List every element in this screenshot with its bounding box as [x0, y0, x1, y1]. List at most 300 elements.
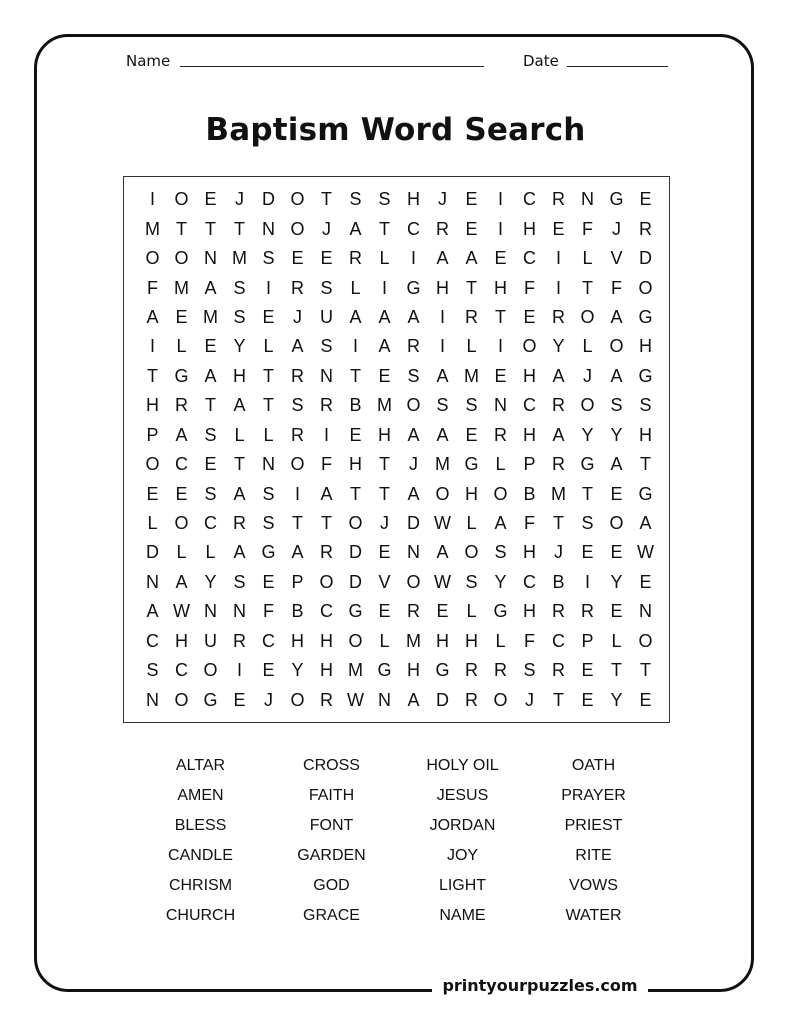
grid-letter: I [497, 189, 503, 210]
grid-letter: B [349, 395, 362, 416]
grid-letter: C [523, 571, 536, 592]
grid-letter: R [291, 365, 304, 386]
grid-letter: R [291, 277, 304, 298]
grid-letter: A [465, 248, 478, 269]
grid-letter: A [233, 483, 246, 504]
grid-letter: T [147, 365, 158, 386]
grid-letter: A [146, 601, 159, 622]
grid-letter: V [610, 248, 623, 269]
word-list-item: WATER [565, 907, 622, 924]
grid-letter: G [464, 454, 479, 475]
grid-letter: M [348, 660, 363, 681]
grid-letter: I [352, 336, 358, 357]
grid-letter: E [465, 424, 478, 445]
header-row [0, 52, 791, 74]
page-title: Baptism Word Search [205, 112, 586, 148]
grid-letter: L [234, 424, 245, 445]
grid-letter: Y [233, 336, 246, 357]
grid-letter: T [321, 189, 332, 210]
footer-site: printyourpuzzles.com [432, 976, 648, 995]
grid-letter: F [611, 277, 622, 298]
grid-letter: C [175, 454, 188, 475]
grid-letter: S [494, 542, 507, 563]
grid-letter: Y [610, 571, 623, 592]
grid-letter: H [320, 630, 333, 651]
grid-letter: A [175, 424, 188, 445]
grid-letter: T [466, 277, 477, 298]
grid-letter: E [320, 248, 333, 269]
grid-letter: A [610, 365, 623, 386]
grid-letter: N [204, 248, 217, 269]
grid-letter: L [350, 277, 361, 298]
name-label: Name [126, 52, 171, 70]
grid-letter: D [262, 189, 275, 210]
grid-letter: L [379, 248, 390, 269]
grid-letter: A [291, 542, 304, 563]
grid-letter: E [175, 306, 188, 327]
grid-letter: O [174, 189, 189, 210]
grid-letter: L [176, 542, 187, 563]
grid-letter: L [379, 630, 390, 651]
puzzle-grid-box [123, 176, 670, 723]
grid-letter: I [555, 277, 561, 298]
grid-letter: S [523, 660, 536, 681]
grid-letter: S [320, 336, 333, 357]
word-list-item: PRIEST [564, 817, 623, 834]
grid-letter: I [265, 277, 271, 298]
grid-letter: R [407, 336, 420, 357]
grid-letter: A [610, 454, 623, 475]
grid-letter: M [551, 483, 566, 504]
grid-letter: I [381, 277, 387, 298]
grid-letter: A [378, 336, 391, 357]
grid-letter: P [291, 571, 304, 592]
grid-letter: T [263, 395, 274, 416]
grid-letter: A [407, 483, 420, 504]
grid-letter: F [263, 601, 274, 622]
grid-letter: E [146, 483, 159, 504]
grid-letter: E [639, 571, 652, 592]
grid-letter: J [322, 218, 331, 239]
grid-letter: R [320, 395, 333, 416]
grid-letter: A [436, 365, 449, 386]
grid-letter: N [146, 689, 159, 710]
grid-letter: F [321, 454, 332, 475]
grid-letter: H [233, 365, 246, 386]
grid-letter: A [349, 306, 362, 327]
grid-letter: D [436, 689, 449, 710]
grid-letter: I [236, 660, 242, 681]
grid-letter: S [233, 277, 246, 298]
grid-letter: O [406, 395, 421, 416]
grid-letter: A [436, 248, 449, 269]
grid-letter: U [204, 630, 217, 651]
grid-letter: T [553, 689, 564, 710]
grid-letter: E [465, 189, 478, 210]
grid-letter: E [204, 189, 217, 210]
grid-letter: R [552, 601, 565, 622]
grid-letter: A [349, 218, 362, 239]
grid-letter: G [638, 483, 653, 504]
grid-letter: O [290, 689, 305, 710]
grid-letter: O [290, 454, 305, 475]
grid-letter: E [465, 218, 478, 239]
grid-letter: J [525, 689, 534, 710]
grid-letter: O [580, 306, 595, 327]
grid-letter: J [235, 189, 244, 210]
grid-letter: O [174, 689, 189, 710]
grid-letter: O [174, 513, 189, 534]
grid-letter: J [583, 365, 592, 386]
grid-letter: E [378, 601, 391, 622]
grid-letter: Y [291, 660, 304, 681]
date-line [567, 66, 668, 67]
grid-letter: C [523, 395, 536, 416]
grid-letter: R [465, 660, 478, 681]
grid-letter: O [290, 189, 305, 210]
grid-letter: L [582, 248, 593, 269]
grid-letter: R [465, 306, 478, 327]
grid-letter: T [350, 483, 361, 504]
grid-letter: N [581, 189, 594, 210]
word-list-item: NAME [439, 907, 486, 924]
grid-letter: R [552, 454, 565, 475]
grid-letter: T [234, 218, 245, 239]
grid-letter: E [494, 248, 507, 269]
word-list-item: PRAYER [561, 787, 626, 804]
grid-letter: S [146, 660, 159, 681]
grid-letter: E [378, 365, 391, 386]
grid-letter: S [262, 483, 275, 504]
grid-letter: S [639, 395, 652, 416]
grid-letter: A [175, 571, 188, 592]
grid-letter: W [637, 542, 654, 563]
grid-letter: F [524, 630, 535, 651]
grid-letter: O [493, 689, 508, 710]
grid-letter: D [639, 248, 652, 269]
grid-letter: R [291, 424, 304, 445]
grid-letter: R [175, 395, 188, 416]
grid-letter: T [640, 660, 651, 681]
grid-letter: E [291, 248, 304, 269]
letter-grid [138, 185, 660, 715]
grid-letter: H [523, 542, 536, 563]
grid-letter: J [409, 454, 418, 475]
grid-letter: C [320, 601, 333, 622]
grid-letter: N [494, 395, 507, 416]
grid-letter: E [175, 483, 188, 504]
grid-letter: S [262, 248, 275, 269]
grid-letter: I [149, 336, 155, 357]
grid-letter: P [523, 454, 536, 475]
grid-letter: N [639, 601, 652, 622]
grid-letter: A [407, 689, 420, 710]
grid-letter: A [407, 424, 420, 445]
grid-letter: I [439, 306, 445, 327]
word-list-item: JESUS [436, 787, 489, 804]
grid-letter: H [639, 424, 652, 445]
grid-letter: W [434, 571, 451, 592]
grid-letter: O [319, 571, 334, 592]
grid-letter: A [146, 306, 159, 327]
grid-letter: M [145, 218, 160, 239]
grid-letter: L [147, 513, 158, 534]
word-list-item: CHURCH [165, 907, 236, 924]
grid-letter: T [379, 483, 390, 504]
grid-letter: O [145, 248, 160, 269]
grid-letter: R [639, 218, 652, 239]
grid-letter: I [410, 248, 416, 269]
grid-letter: D [407, 513, 420, 534]
word-list-item: CANDLE [168, 847, 233, 864]
grid-letter: J [438, 189, 447, 210]
grid-letter: L [495, 454, 506, 475]
grid-letter: S [465, 395, 478, 416]
grid-letter: S [349, 189, 362, 210]
grid-letter: I [439, 336, 445, 357]
grid-letter: C [146, 630, 159, 651]
grid-letter: R [552, 306, 565, 327]
grid-letter: M [464, 365, 479, 386]
grid-letter: H [523, 601, 536, 622]
grid-letter: H [465, 483, 478, 504]
grid-letter: E [610, 601, 623, 622]
grid-letter: R [407, 601, 420, 622]
grid-letter: H [175, 630, 188, 651]
grid-letter: H [146, 395, 159, 416]
grid-letter: O [609, 336, 624, 357]
grid-letter: L [466, 513, 477, 534]
grid-letter: R [320, 542, 333, 563]
grid-letter: G [203, 689, 218, 710]
grid-letter: O [493, 483, 508, 504]
grid-letter: L [495, 630, 506, 651]
grid-letter: T [611, 660, 622, 681]
grid-letter: T [321, 513, 332, 534]
grid-letter: N [233, 601, 246, 622]
grid-letter: W [173, 601, 190, 622]
grid-letter: H [407, 660, 420, 681]
grid-letter: O [348, 630, 363, 651]
grid-letter: J [293, 306, 302, 327]
grid-letter: A [233, 542, 246, 563]
grid-letter: H [523, 424, 536, 445]
grid-letter: F [582, 218, 593, 239]
grid-letter: I [149, 189, 155, 210]
grid-letter: H [523, 218, 536, 239]
grid-letter: S [262, 513, 275, 534]
word-list-item: LIGHT [438, 877, 487, 894]
grid-letter: T [234, 454, 245, 475]
grid-letter: E [581, 660, 594, 681]
grid-letter: H [378, 424, 391, 445]
grid-letter: I [294, 483, 300, 504]
grid-letter: T [495, 306, 506, 327]
grid-letter: G [174, 365, 189, 386]
grid-letter: C [407, 218, 420, 239]
grid-letter: L [611, 630, 622, 651]
grid-letter: A [436, 542, 449, 563]
grid-letter: R [349, 248, 362, 269]
grid-letter: E [262, 306, 275, 327]
grid-letter: I [323, 424, 329, 445]
grid-letter: T [205, 218, 216, 239]
grid-letter: J [612, 218, 621, 239]
grid-letter: U [320, 306, 333, 327]
grid-letter: T [176, 218, 187, 239]
grid-letter: P [581, 630, 594, 651]
grid-letter: M [377, 395, 392, 416]
word-list [135, 757, 660, 937]
grid-letter: N [407, 542, 420, 563]
word-list-item: FONT [309, 817, 354, 834]
grid-letter: E [378, 542, 391, 563]
grid-letter: P [146, 424, 159, 445]
grid-letter: E [204, 336, 217, 357]
grid-letter: M [435, 454, 450, 475]
grid-letter: S [465, 571, 478, 592]
grid-letter: E [436, 601, 449, 622]
grid-letter: S [610, 395, 623, 416]
grid-letter: N [204, 601, 217, 622]
grid-letter: T [205, 395, 216, 416]
word-list-item: OATH [571, 757, 616, 774]
grid-letter: T [379, 218, 390, 239]
grid-letter: A [291, 336, 304, 357]
grid-letter: O [406, 571, 421, 592]
word-list-item: CROSS [303, 757, 360, 774]
grid-letter: S [436, 395, 449, 416]
grid-letter: Y [610, 424, 623, 445]
grid-letter: L [176, 336, 187, 357]
grid-letter: N [262, 218, 275, 239]
grid-letter: T [263, 365, 274, 386]
grid-letter: H [494, 277, 507, 298]
grid-letter: E [581, 542, 594, 563]
grid-letter: S [204, 424, 217, 445]
grid-letter: Y [204, 571, 217, 592]
grid-letter: R [320, 689, 333, 710]
word-list-item: FAITH [308, 787, 355, 804]
date-label: Date [523, 52, 559, 70]
word-list-item: HOLY OIL [426, 757, 499, 774]
grid-letter: O [174, 248, 189, 269]
grid-letter: L [582, 336, 593, 357]
grid-letter: N [320, 365, 333, 386]
grid-letter: A [639, 513, 652, 534]
grid-letter: E [349, 424, 362, 445]
grid-letter: O [609, 513, 624, 534]
grid-letter: C [175, 660, 188, 681]
grid-letter: G [609, 189, 624, 210]
grid-letter: G [493, 601, 508, 622]
grid-letter: W [434, 513, 451, 534]
grid-letter: E [581, 689, 594, 710]
grid-letter: H [523, 365, 536, 386]
grid-letter: A [436, 424, 449, 445]
grid-letter: D [349, 542, 362, 563]
grid-letter: G [580, 454, 595, 475]
grid-letter: E [610, 542, 623, 563]
grid-letter: T [350, 365, 361, 386]
grid-letter: S [233, 571, 246, 592]
grid-letter: E [204, 454, 217, 475]
grid-letter: F [147, 277, 158, 298]
grid-letter: O [290, 218, 305, 239]
grid-letter: F [524, 277, 535, 298]
word-list-item: JORDAN [429, 817, 496, 834]
grid-letter: C [262, 630, 275, 651]
grid-letter: B [523, 483, 536, 504]
grid-letter: A [494, 513, 507, 534]
grid-letter: L [205, 542, 216, 563]
word-list-item: BLESS [174, 817, 227, 834]
grid-letter: T [640, 454, 651, 475]
grid-letter: A [552, 424, 565, 445]
grid-letter: R [494, 424, 507, 445]
footer-line-left [282, 989, 428, 991]
grid-letter: E [494, 365, 507, 386]
grid-letter: G [638, 306, 653, 327]
grid-letter: O [435, 483, 450, 504]
grid-letter: H [349, 454, 362, 475]
grid-letter: H [436, 630, 449, 651]
grid-letter: C [523, 189, 536, 210]
grid-letter: O [145, 454, 160, 475]
word-list-item: GOD [313, 877, 350, 894]
grid-letter: G [638, 365, 653, 386]
grid-letter: V [378, 571, 391, 592]
grid-letter: S [204, 483, 217, 504]
grid-letter: R [494, 660, 507, 681]
grid-letter: L [263, 336, 274, 357]
grid-letter: H [291, 630, 304, 651]
grid-letter: A [320, 483, 333, 504]
word-list-item: RITE [575, 847, 612, 864]
grid-letter: R [436, 218, 449, 239]
grid-letter: M [406, 630, 421, 651]
grid-letter: S [407, 365, 420, 386]
grid-letter: S [233, 306, 246, 327]
grid-letter: F [524, 513, 535, 534]
grid-letter: H [407, 189, 420, 210]
grid-letter: O [348, 513, 363, 534]
grid-letter: J [554, 542, 563, 563]
grid-letter: R [552, 660, 565, 681]
grid-letter: A [233, 395, 246, 416]
word-list-item: AMEN [177, 787, 224, 804]
grid-letter: Y [581, 424, 594, 445]
footer-line-right [652, 989, 722, 991]
grid-letter: T [379, 454, 390, 475]
grid-letter: A [204, 365, 217, 386]
grid-letter: B [552, 571, 565, 592]
grid-letter: O [464, 542, 479, 563]
grid-letter: T [292, 513, 303, 534]
grid-letter: N [378, 689, 391, 710]
grid-letter: H [320, 660, 333, 681]
grid-letter: S [378, 189, 391, 210]
grid-letter: N [262, 454, 275, 475]
grid-letter: Y [552, 336, 565, 357]
grid-letter: N [146, 571, 159, 592]
grid-letter: L [466, 336, 477, 357]
grid-letter: H [639, 336, 652, 357]
grid-letter: G [435, 660, 450, 681]
grid-letter: M [232, 248, 247, 269]
grid-letter: E [552, 218, 565, 239]
grid-letter: W [347, 689, 364, 710]
